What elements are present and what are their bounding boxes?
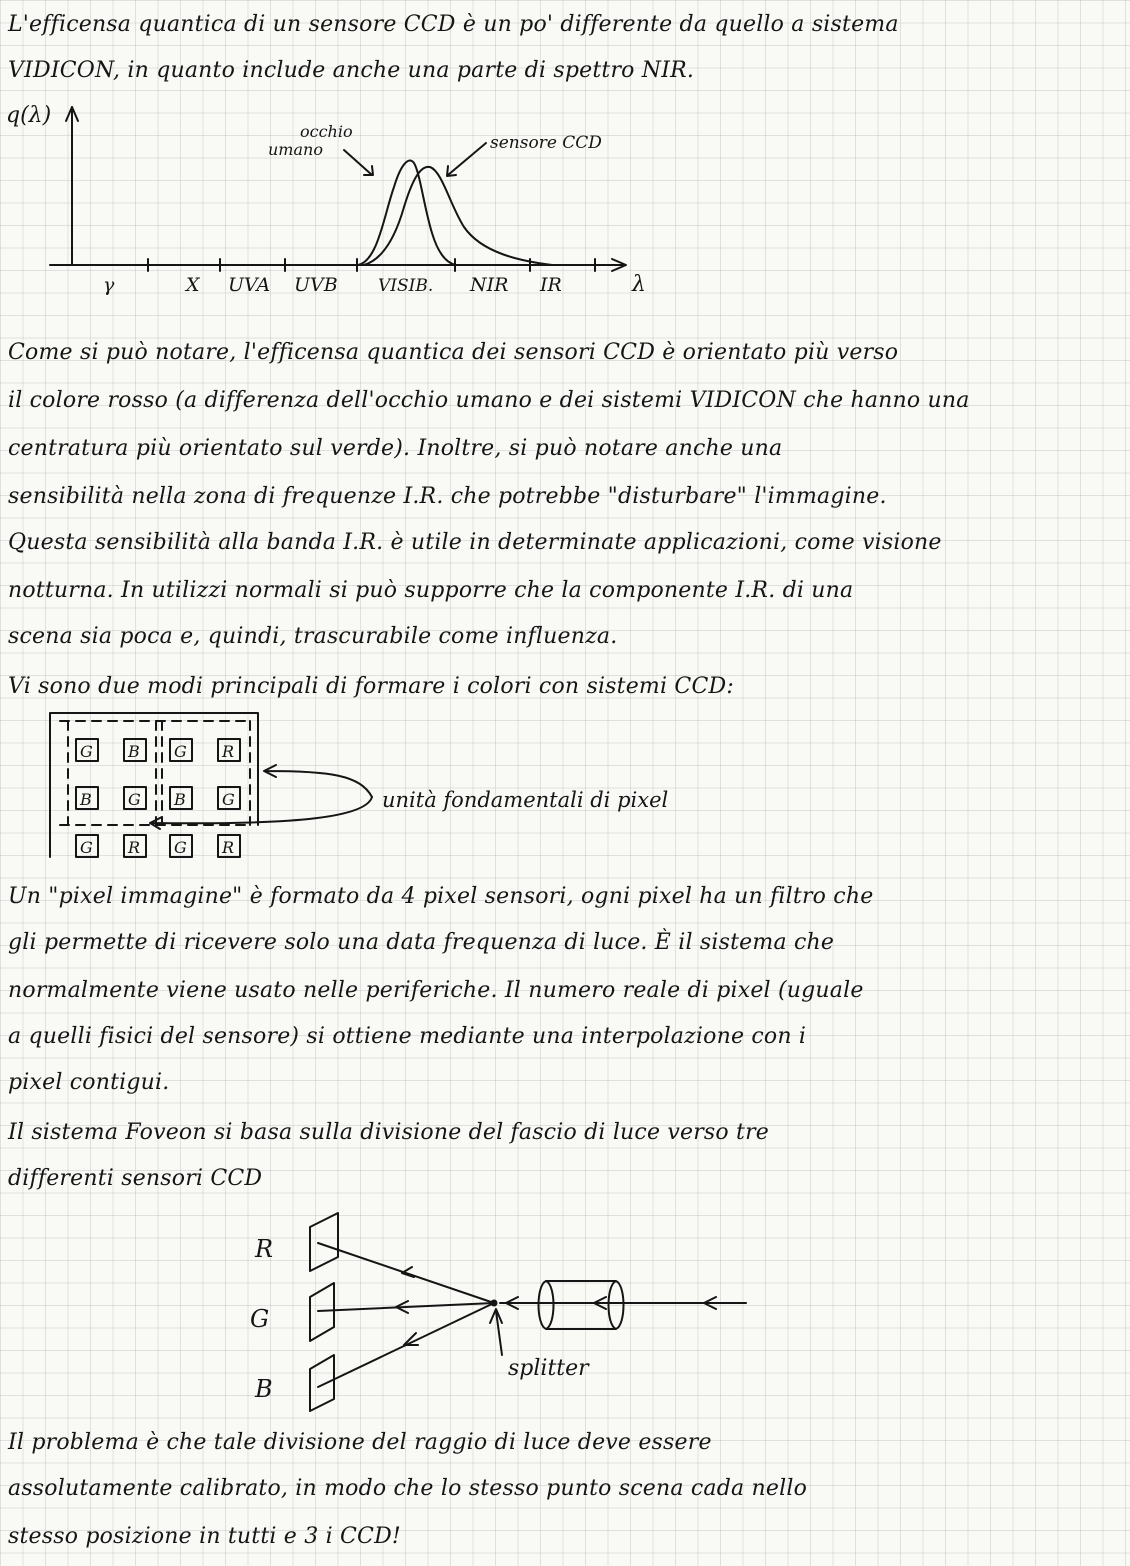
svg-text:B: B xyxy=(128,742,140,761)
paragraph1-line-6: notturna. In utilizzi normali si può supporre che la componente I.R. di una xyxy=(8,578,854,603)
ccd-curve-pointer xyxy=(447,143,486,176)
human-eye-curve xyxy=(358,160,456,265)
paragraph1-line-8: Vi sono due modi principali di formare i colori con sistemi CCD: xyxy=(8,674,734,699)
band-label-x: X xyxy=(186,274,200,296)
svg-text:G: G xyxy=(80,838,93,857)
grid-row-3 xyxy=(76,835,240,857)
y-axis-label: q(λ) xyxy=(6,103,52,128)
paragraph1-line-4: sensibilità nella zona di frequenze I.R. che potrebbe "disturbare" l'immagine. xyxy=(8,484,887,509)
band-label-ir: IR xyxy=(540,274,562,296)
svg-text:G: G xyxy=(128,790,141,809)
intro-line-1: L'efficensa quantica di un sensore CCD è un po' differente da quello a sistema xyxy=(8,12,899,37)
svg-text:R: R xyxy=(222,742,235,761)
paragraph3-line-3: stesso posizione in tutti e 3 i CCD! xyxy=(8,1524,401,1549)
annotation-arrow-upper xyxy=(264,765,372,797)
eye-curve-label-2: umano xyxy=(268,140,323,159)
eye-curve-label-1: occhio xyxy=(300,122,353,141)
svg-text:B: B xyxy=(80,790,92,809)
band-label-uvb: UVB xyxy=(294,274,338,296)
ray-to-r xyxy=(318,1243,494,1303)
svg-text:B: B xyxy=(174,790,186,809)
svg-text:G: G xyxy=(174,742,187,761)
grid-row-1 xyxy=(76,739,240,761)
sensor-label-b: B xyxy=(255,1375,273,1403)
intro-line-2: VIDICON, in quanto include anche una parte di spettro NIR. xyxy=(8,58,695,83)
paragraph1-line-5: Questa sensibilità alla banda I.R. è utile in determinate applicazioni, come visione xyxy=(8,530,942,555)
splitter-point xyxy=(491,1300,498,1307)
paragraph1-line-7: scena sia poca e, quindi, trascurabile come influenza. xyxy=(8,624,618,649)
svg-text:R: R xyxy=(222,838,235,857)
paragraph2-line-4: a quelli fisici del sensore) si ottiene mediante una interpolazione con i xyxy=(8,1024,807,1049)
paragraph3-line-1: Il problema è che tale divisione del raggio di luce deve essere xyxy=(8,1430,712,1455)
paragraph2-line-2: gli permette di ricevere solo una data frequenza di luce. È il sistema che xyxy=(8,930,835,955)
paragraph1-line-2: il colore rosso (a differenza dell'occhio umano e dei sistemi VIDICON che hanno una xyxy=(8,388,970,413)
paragraph1-line-1: Come si può notare, l'efficensa quantica dei sensori CCD è orientato più verso xyxy=(8,340,899,365)
sensor-label-g: G xyxy=(250,1305,270,1333)
splitter-pointer xyxy=(490,1309,502,1355)
paragraph2-line-5: pixel contigui. xyxy=(8,1070,170,1095)
paragraph2-line-1: Un "pixel immagine" è formato da 4 pixel sensori, ogni pixel ha un filtro che xyxy=(8,884,874,909)
ccd-sensor-curve xyxy=(364,167,552,265)
band-label-uva: UVA xyxy=(228,274,271,296)
ccd-curve-label: sensore CCD xyxy=(490,133,602,153)
svg-text:R: R xyxy=(128,838,141,857)
x-axis-label: λ xyxy=(632,272,646,297)
pixel-unit-annotation: unità fondamentali di pixel xyxy=(382,788,669,812)
lens-cylinder xyxy=(539,1281,624,1329)
beam-splitter-diagram xyxy=(0,1205,1130,1415)
bayer-pixel-grid-diagram xyxy=(0,705,1130,865)
paragraph2-line-7: differenti sensori CCD xyxy=(8,1166,263,1191)
quantum-efficiency-graph xyxy=(0,95,1130,305)
ccd-sensor-g xyxy=(310,1283,334,1341)
band-label-visible: VISIB. xyxy=(378,276,434,296)
eye-curve-pointer xyxy=(344,150,373,175)
svg-text:G: G xyxy=(174,838,187,857)
band-label-nir: NIR xyxy=(470,274,509,296)
grid-row-2 xyxy=(76,787,240,809)
ccd-sensor-b xyxy=(310,1355,334,1411)
paragraph3-line-2: assolutamente calibrato, in modo che lo stesso punto scena cada nello xyxy=(8,1476,808,1501)
svg-text:G: G xyxy=(80,742,93,761)
band-label-gamma: γ xyxy=(103,274,115,296)
svg-text:G: G xyxy=(222,790,235,809)
splitter-label: splitter xyxy=(508,1356,589,1381)
paragraph1-line-3: centratura più orientato sul verde). Inoltre, si può notare anche una xyxy=(8,436,783,461)
ccd-sensor-r xyxy=(310,1213,338,1271)
paragraph2-line-3: normalmente viene usato nelle periferiche. Il numero reale di pixel (uguale xyxy=(8,978,864,1003)
paragraph2-line-6: Il sistema Foveon si basa sulla divisione del fascio di luce verso tre xyxy=(8,1120,770,1145)
ray-to-g xyxy=(318,1303,494,1311)
sensor-label-r: R xyxy=(255,1235,274,1263)
